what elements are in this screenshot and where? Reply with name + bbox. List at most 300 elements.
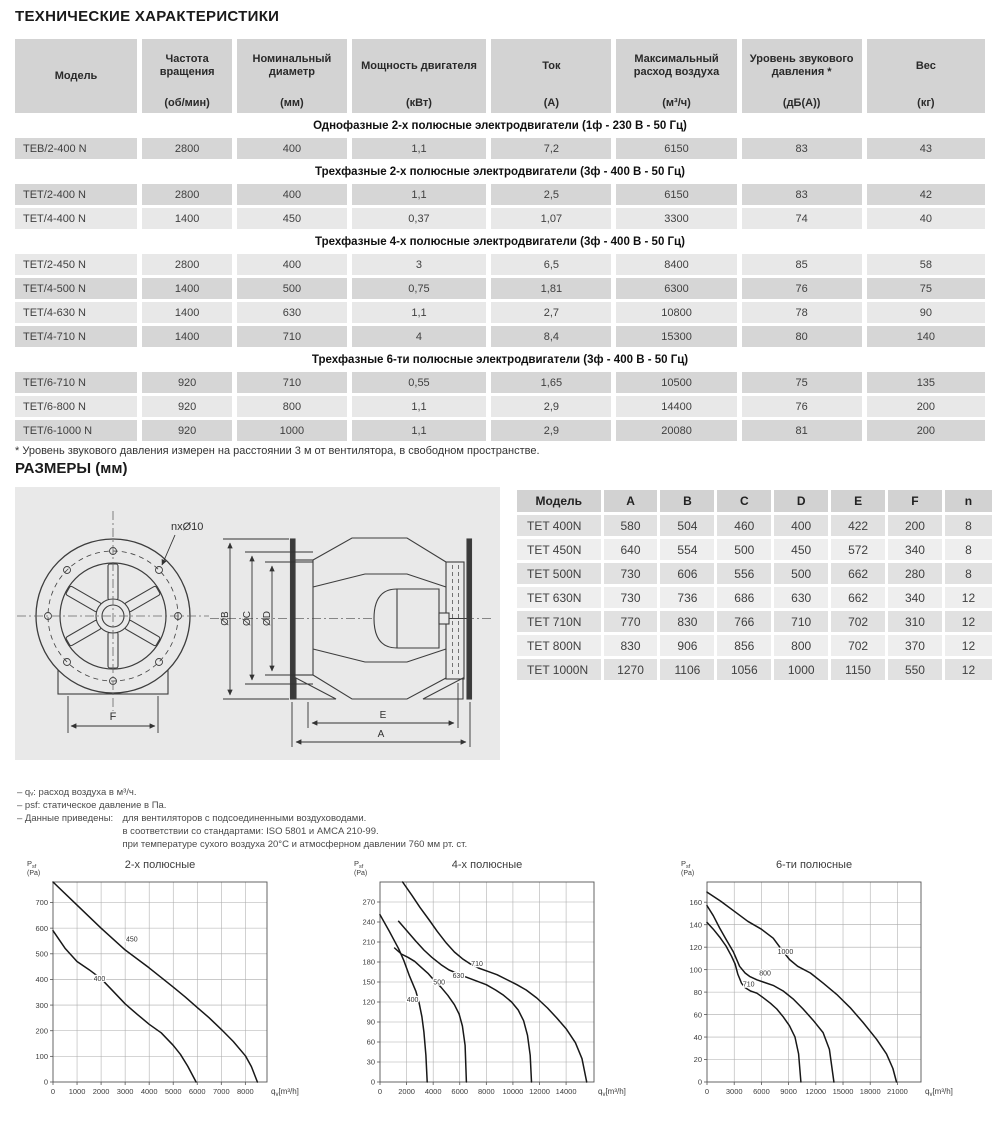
dims-value-cell: 554 <box>660 539 714 560</box>
dia-c-label: ØC <box>242 611 253 626</box>
spec-value-cell: 58 <box>867 254 985 275</box>
tick-labels <box>689 898 907 1096</box>
spec-value-cell: 43 <box>867 138 985 159</box>
dims-model-cell: TET 630N <box>517 587 601 608</box>
dims-value-cell: 572 <box>831 539 885 560</box>
dim-a-label: A <box>377 729 385 740</box>
spec-value-cell: 10800 <box>616 302 736 323</box>
x-tick-label: 5000 <box>164 1087 182 1096</box>
right-foot <box>423 678 463 699</box>
motor <box>374 589 439 648</box>
holes-label: nxØ10 <box>171 521 204 533</box>
spec-header-cell <box>867 39 985 113</box>
curve-800 <box>707 906 834 1082</box>
spec-value-cell: 2,5 <box>491 184 611 205</box>
spec-header-title: Ток <box>542 59 561 72</box>
spec-value-cell: 14400 <box>616 396 736 417</box>
dims-row <box>517 659 992 680</box>
dims-value-cell: 800 <box>774 635 828 656</box>
spec-value-cell: 75 <box>867 278 985 299</box>
x-tick-label: 3000 <box>725 1087 743 1096</box>
dims-value-cell: 340 <box>888 539 942 560</box>
spec-value-cell: 8,4 <box>491 326 611 347</box>
x-tick-label: 0 <box>704 1087 710 1096</box>
spec-value-cell: 135 <box>867 372 985 393</box>
x-tick-label: 18000 <box>859 1087 881 1096</box>
spec-section-row <box>15 350 985 369</box>
y-tick-label: 300 <box>35 1000 48 1010</box>
spec-value-cell: 0,75 <box>352 278 487 299</box>
spec-value-cell: 0,55 <box>352 372 487 393</box>
x-tick-label: 12000 <box>529 1087 550 1096</box>
spec-value-cell: 1,65 <box>491 372 611 393</box>
y-tick-label: 80 <box>693 987 702 997</box>
spec-value-cell: 3300 <box>616 208 736 229</box>
spec-row <box>15 420 985 441</box>
y-tick-label: 0 <box>370 1077 375 1087</box>
dims-model-cell: TET 500N <box>517 563 601 584</box>
dimensions-table <box>514 487 995 683</box>
y-tick-label: 600 <box>35 923 48 933</box>
spec-row <box>15 138 985 159</box>
y-tick-label: 400 <box>35 975 48 985</box>
dims-value-cell: 736 <box>660 587 714 608</box>
spec-value-cell: 42 <box>867 184 985 205</box>
spec-value-cell: 1400 <box>142 302 232 323</box>
tick-labels <box>362 898 576 1096</box>
x-axis-label: $q_v[m^3/h]$ <box>925 1087 953 1098</box>
dims-row <box>517 515 992 536</box>
notes-block <box>17 786 467 851</box>
spec-value-cell: 800 <box>237 396 346 417</box>
spec-value-cell: 1,1 <box>352 396 487 417</box>
x-tick-label: 2000 <box>398 1087 415 1096</box>
dims-header-cell: A <box>604 490 658 512</box>
dims-value-cell: 504 <box>660 515 714 536</box>
dims-value-cell: 400 <box>774 515 828 536</box>
dims-head <box>517 490 992 512</box>
x-axis-label: $q_v[m^3/h]$ <box>598 1087 626 1098</box>
dims-value-cell: 580 <box>604 515 658 536</box>
spec-value-cell: 450 <box>237 208 346 229</box>
curve-400 <box>53 931 196 1082</box>
dims-value-cell: 662 <box>831 587 885 608</box>
chart-6-ти-полюсные <box>669 854 995 1122</box>
spec-section-header: Однофазные 2-х полюсные электродвигатели (1ф - 230 В - 50 Гц) <box>15 116 985 135</box>
spec-value-cell: 81 <box>742 420 862 441</box>
spec-value-cell: 500 <box>237 278 346 299</box>
chart-4-х-полюсные <box>342 854 668 1122</box>
spec-model-cell: TET/6-1000 N <box>15 420 137 441</box>
dims-value-cell: 702 <box>831 635 885 656</box>
y-tick-label: 100 <box>35 1052 48 1062</box>
spec-section-header: Трехфазные 2-х полюсные электродвигатели (3ф - 400 В - 50 Гц) <box>15 162 985 181</box>
curve-450 <box>53 882 257 1082</box>
spec-header-title: Модель <box>54 69 98 82</box>
spec-value-cell: 6300 <box>616 278 736 299</box>
spec-value-cell: 2800 <box>142 254 232 275</box>
spec-row <box>15 372 985 393</box>
dims-value-cell: 906 <box>660 635 714 656</box>
spec-header-title: Частота вращения <box>159 53 215 78</box>
dims-value-cell: 830 <box>660 611 714 632</box>
spec-header-unit: (кВт) <box>405 97 432 109</box>
note-detail-line: для вентиляторов с подсоединенными воздуховодами. <box>122 813 367 824</box>
curve-label-710: 710 <box>471 961 483 968</box>
spec-header-cell <box>491 39 611 113</box>
spec-header-title: Вес <box>915 59 936 72</box>
spec-value-cell: 90 <box>867 302 985 323</box>
dims-value-cell: 500 <box>774 563 828 584</box>
spec-body <box>15 116 985 441</box>
spec-value-cell: 1400 <box>142 326 232 347</box>
spec-value-cell: 710 <box>237 372 346 393</box>
dims-header-row <box>517 490 992 512</box>
dims-row <box>517 587 992 608</box>
dims-value-cell: 550 <box>888 659 942 680</box>
dims-value-cell: 640 <box>604 539 658 560</box>
spec-value-cell: 83 <box>742 138 862 159</box>
chart-2-х-полюсные <box>15 854 341 1122</box>
dims-value-cell: 12 <box>945 635 992 656</box>
spec-value-cell: 140 <box>867 326 985 347</box>
note-line: – psf: статическое давление в Па. <box>17 800 167 811</box>
spec-value-cell: 1,81 <box>491 278 611 299</box>
dims-value-cell: 422 <box>831 515 885 536</box>
y-tick-label: 200 <box>35 1026 48 1036</box>
curve-400 <box>380 915 427 1082</box>
spec-table <box>10 36 990 444</box>
dims-body <box>517 515 992 680</box>
spec-model-cell: TET/6-710 N <box>15 372 137 393</box>
y-tick-label: 500 <box>35 949 48 959</box>
dims-model-cell: TET 1000N <box>517 659 601 680</box>
spec-header-unit: (мм) <box>280 97 304 109</box>
dims-value-cell: 730 <box>604 587 658 608</box>
fan-dimension-drawing <box>15 487 500 760</box>
spec-value-cell: 920 <box>142 396 232 417</box>
spec-value-cell: 6,5 <box>491 254 611 275</box>
dims-header-cell: B <box>660 490 714 512</box>
spec-section-header: Трехфазные 6-ти полюсные электродвигатели (3ф - 400 В - 50 Гц) <box>15 350 985 369</box>
spec-value-cell: 1400 <box>142 208 232 229</box>
spec-value-cell: 400 <box>237 138 346 159</box>
spec-header-unit: (об/мин) <box>164 97 210 109</box>
spec-value-cell: 2,9 <box>491 396 611 417</box>
y-tick-label: 120 <box>689 942 702 952</box>
chart-title: 2-х полюсные <box>124 859 196 871</box>
dims-value-cell: 556 <box>717 563 771 584</box>
dims-model-cell: TET 800N <box>517 635 601 656</box>
spec-row <box>15 326 985 347</box>
page-title: ТЕХНИЧЕСКИЕ ХАРАКТЕРИСТИКИ <box>15 8 280 25</box>
y-axis-label: $P_{sf}$ <box>354 859 364 870</box>
spec-value-cell: 3 <box>352 254 487 275</box>
spec-value-cell: 20080 <box>616 420 736 441</box>
spec-row <box>15 302 985 323</box>
curve-label-800: 800 <box>759 970 771 978</box>
x-tick-label: 1000 <box>68 1087 86 1096</box>
spec-value-cell: 7,2 <box>491 138 611 159</box>
spec-model-cell: TET/4-630 N <box>15 302 137 323</box>
y-tick-label: 700 <box>35 898 48 908</box>
plot-border <box>707 882 921 1082</box>
dims-value-cell: 686 <box>717 587 771 608</box>
dims-value-cell: 1270 <box>604 659 658 680</box>
spec-value-cell: 80 <box>742 326 862 347</box>
dims-value-cell: 710 <box>774 611 828 632</box>
spec-value-cell: 630 <box>237 302 346 323</box>
spec-row <box>15 208 985 229</box>
curve-1000 <box>707 892 897 1082</box>
dims-header-cell: C <box>717 490 771 512</box>
spec-header-cell <box>15 39 137 113</box>
dim-e-label: E <box>379 710 387 721</box>
spec-header-title: Номинальный диаметр <box>252 53 332 78</box>
spec-value-cell: 78 <box>742 302 862 323</box>
spec-value-cell: 74 <box>742 208 862 229</box>
dims-value-cell: 8 <box>945 515 992 536</box>
x-tick-label: 3000 <box>116 1087 134 1096</box>
spec-header-title: Мощность двигателя <box>361 59 477 72</box>
spec-value-cell: 400 <box>237 184 346 205</box>
curve-label-710: 710 <box>742 981 755 989</box>
y-tick-label: 0 <box>697 1077 702 1087</box>
spec-header-title: Уровень звукового давления * <box>749 53 854 78</box>
y-tick-label: 120 <box>362 997 375 1007</box>
spec-header-cell <box>742 39 862 113</box>
spec-section-row <box>15 162 985 181</box>
dims-value-cell: 1150 <box>831 659 885 680</box>
spec-value-cell: 6150 <box>616 184 736 205</box>
y-tick-label: 150 <box>362 977 375 987</box>
y-tick-label: 90 <box>366 1017 375 1027</box>
dims-value-cell: 12 <box>945 587 992 608</box>
spec-footnote: * Уровень звукового давления измерен на расстоянии 3 м от вентилятора, в свободном пространстве. <box>15 445 540 457</box>
dims-value-cell: 8 <box>945 563 992 584</box>
dims-model-cell: TET 400N <box>517 515 601 536</box>
spec-value-cell: 1,1 <box>352 184 487 205</box>
x-tick-label: 6000 <box>451 1087 469 1096</box>
spec-value-cell: 0,37 <box>352 208 487 229</box>
dims-value-cell: 1056 <box>717 659 771 680</box>
spec-value-cell: 1,1 <box>352 138 487 159</box>
spec-header-unit: (кг) <box>917 97 935 109</box>
spec-header-title: Максимальный расход воздуха <box>633 53 720 78</box>
dims-value-cell: 310 <box>888 611 942 632</box>
chart-title: 4-х полюсные <box>451 859 523 871</box>
spec-value-cell: 40 <box>867 208 985 229</box>
dims-value-cell: 730 <box>604 563 658 584</box>
y-tick-label: 270 <box>362 897 375 907</box>
spec-value-cell: 400 <box>237 254 346 275</box>
y-tick-label: 160 <box>689 897 702 907</box>
dims-value-cell: 340 <box>888 587 942 608</box>
spec-header-cell <box>352 39 487 113</box>
y-tick-label: 100 <box>689 965 702 975</box>
spec-model-cell: TET/2-450 N <box>15 254 137 275</box>
y-tick-label: 60 <box>693 1010 702 1020</box>
spec-row <box>15 396 985 417</box>
dim-f-label: F <box>109 711 117 723</box>
y-tick-label: 0 <box>43 1077 48 1087</box>
dia-d-label: ØD <box>262 611 273 626</box>
dims-value-cell: 856 <box>717 635 771 656</box>
y-tick-label: 40 <box>693 1032 702 1042</box>
fan-drawing-svg <box>15 487 500 760</box>
x-tick-label: 2000 <box>92 1087 110 1096</box>
spec-row <box>15 254 985 275</box>
spec-model-cell: TET/4-710 N <box>15 326 137 347</box>
dims-value-cell: 200 <box>888 515 942 536</box>
spec-value-cell: 920 <box>142 372 232 393</box>
spec-value-cell: 200 <box>867 396 985 417</box>
x-tick-label: 8000 <box>477 1087 495 1096</box>
spec-value-cell: 76 <box>742 396 862 417</box>
spec-value-cell: 75 <box>742 372 862 393</box>
spec-value-cell: 10500 <box>616 372 736 393</box>
x-tick-label: 6000 <box>753 1087 770 1096</box>
spec-model-cell: TET/2-400 N <box>15 184 137 205</box>
dims-row <box>517 635 992 656</box>
spec-value-cell: 83 <box>742 184 862 205</box>
dimensions-title: РАЗМЕРЫ (мм) <box>15 460 128 477</box>
dims-header-cell: D <box>774 490 828 512</box>
spec-value-cell: 6150 <box>616 138 736 159</box>
spec-model-cell: TET/4-500 N <box>15 278 137 299</box>
spec-value-cell: 1,1 <box>352 302 487 323</box>
dims-header-cell: E <box>831 490 885 512</box>
spec-value-cell: 1000 <box>237 420 346 441</box>
spec-header-cell <box>616 39 736 113</box>
spec-model-cell: TET/6-800 N <box>15 396 137 417</box>
dims-value-cell: 370 <box>888 635 942 656</box>
dims-value-cell: 8 <box>945 539 992 560</box>
dims-model-cell: TET 710N <box>517 611 601 632</box>
dims-value-cell: 830 <box>604 635 658 656</box>
dims-row <box>517 563 992 584</box>
spec-value-cell: 4 <box>352 326 487 347</box>
y-axis-unit: (Pa) <box>354 870 368 877</box>
spec-header-unit: (А) <box>543 97 560 109</box>
curve-label-450: 450 <box>126 936 138 944</box>
spec-value-cell: 1,07 <box>491 208 611 229</box>
x-tick-label: 8000 <box>237 1087 254 1096</box>
x-tick-label: 12000 <box>805 1087 827 1096</box>
spec-model-cell: TET/4-400 N <box>15 208 137 229</box>
dia-b-label: ØB <box>220 611 231 626</box>
spec-header-unit: (м³/ч) <box>662 97 691 109</box>
spec-value-cell: 76 <box>742 278 862 299</box>
spec-section-row <box>15 116 985 135</box>
spec-header-row <box>15 39 985 113</box>
dims-header-cell: n <box>945 490 992 512</box>
spec-value-cell: 1,1 <box>352 420 487 441</box>
y-axis-unit: (Pa) <box>681 870 695 877</box>
dims-model-cell: TET 450N <box>517 539 601 560</box>
x-tick-label: 0 <box>50 1087 56 1096</box>
dims-value-cell: 766 <box>717 611 771 632</box>
chart-title: 6-ти полюсные <box>775 859 853 871</box>
fan-front-view <box>17 511 209 733</box>
x-tick-label: 6000 <box>188 1087 206 1096</box>
tick-marks <box>704 902 897 1085</box>
spec-value-cell: 1400 <box>142 278 232 299</box>
y-tick-label: 20 <box>693 1055 702 1065</box>
dims-value-cell: 606 <box>660 563 714 584</box>
spec-value-cell: 2800 <box>142 184 232 205</box>
x-tick-label: 4000 <box>424 1087 442 1096</box>
dims-value-cell: 702 <box>831 611 885 632</box>
spec-row <box>15 278 985 299</box>
spec-value-cell: 2800 <box>142 138 232 159</box>
spec-value-cell: 8400 <box>616 254 736 275</box>
spec-value-cell: 15300 <box>616 326 736 347</box>
spec-section-header: Трехфазные 4-х полюсные электродвигатели (3ф - 400 В - 50 Гц) <box>15 232 985 251</box>
y-tick-label: 180 <box>362 957 375 967</box>
note-line: – qᵥ: расход воздуха в м³/ч. <box>17 787 137 798</box>
x-axis-label: $q_v[m^3/h]$ <box>271 1087 299 1098</box>
dims-value-cell: 280 <box>888 563 942 584</box>
y-tick-label: 210 <box>362 937 375 947</box>
note-detail-line: при температуре сухого воздуха 20°C и атмосферном давлении 760 мм рт. ст. <box>122 839 468 850</box>
dims-row <box>517 539 992 560</box>
y-tick-label: 60 <box>366 1037 375 1047</box>
dims-header-cell: F <box>888 490 942 512</box>
x-tick-label: 21000 <box>886 1087 908 1096</box>
spec-value-cell: 85 <box>742 254 862 275</box>
y-axis-label: $P_{sf}$ <box>681 859 691 870</box>
curve-label-500: 500 <box>433 979 445 987</box>
dims-value-cell: 12 <box>945 659 992 680</box>
curve-label-630: 630 <box>452 973 465 980</box>
curve-710 <box>707 922 801 1082</box>
dims-header-cell: Модель <box>517 490 601 512</box>
fan-side-view <box>210 538 493 747</box>
dims-value-cell: 630 <box>774 587 828 608</box>
dims-value-cell: 662 <box>831 563 885 584</box>
spec-row <box>15 184 985 205</box>
dims-value-cell: 460 <box>717 515 771 536</box>
spec-header-cell <box>142 39 232 113</box>
holes-leader-line <box>162 535 175 565</box>
spec-head <box>15 39 985 113</box>
curve-label-1000: 1000 <box>777 948 794 956</box>
x-tick-label: 9000 <box>780 1087 797 1096</box>
x-tick-label: 14000 <box>555 1087 577 1096</box>
left-foot <box>296 678 336 699</box>
note-label: – Данные приведены: <box>17 813 119 824</box>
dims-value-cell: 770 <box>604 611 658 632</box>
performance-charts <box>15 854 995 1122</box>
y-axis-unit: (Pa) <box>27 870 41 877</box>
y-tick-label: 140 <box>689 920 702 930</box>
x-tick-label: 0 <box>377 1087 383 1096</box>
dims-row <box>517 611 992 632</box>
spec-section-row <box>15 232 985 251</box>
grid <box>707 882 921 1082</box>
x-tick-label: 15000 <box>832 1087 854 1096</box>
spec-value-cell: 920 <box>142 420 232 441</box>
note-details <box>122 812 467 851</box>
note-line <box>17 812 467 851</box>
y-axis-label: $P_{sf}$ <box>27 859 37 870</box>
dims-value-cell: 1000 <box>774 659 828 680</box>
spec-header-unit: (дБ(А)) <box>782 97 821 109</box>
spec-value-cell: 2,9 <box>491 420 611 441</box>
spec-value-cell: 2,7 <box>491 302 611 323</box>
curve-label-400: 400 <box>406 997 419 1004</box>
